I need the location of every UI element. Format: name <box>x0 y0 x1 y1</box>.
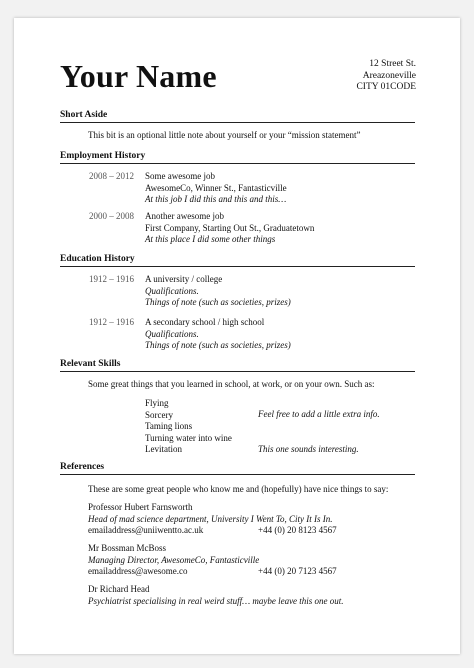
job-company: First Company, Starting Out St., Graduatetown <box>145 222 315 233</box>
job-note: At this job I did this and this and this… <box>145 194 287 204</box>
reference-name: Dr Richard Head <box>88 584 150 594</box>
references-intro: These are some great people who know me and (hopefully) have nice things to say: <box>88 484 389 494</box>
skill-item: Sorcery <box>145 409 173 420</box>
aside-text: This bit is an optional little note about yourself or your “mission statement” <box>88 130 361 140</box>
section-heading-education: Education History <box>60 254 415 267</box>
job-note: At this place I did some other things <box>145 234 276 244</box>
education-entry <box>145 274 291 309</box>
section-heading-employment: Employment History <box>60 151 415 164</box>
skill-item: Turning water into wine <box>145 432 232 443</box>
section-heading-references: References <box>60 462 415 475</box>
reference-name: Mr Bossman McBoss <box>88 543 167 553</box>
resume-page <box>14 18 460 654</box>
reference-phone: +44 (0) 20 8123 4567 <box>258 525 337 535</box>
school-qualifications: Qualifications. <box>145 328 199 339</box>
reference-title: Managing Director, AwesomeCo, Fantasticville <box>88 554 260 565</box>
employment-entry <box>145 171 287 206</box>
school-notes: Things of note (such as societies, prizes) <box>145 297 291 307</box>
employment-entry <box>145 211 314 246</box>
reference-email: emailaddress@uniiwentto.ac.uk <box>88 525 204 535</box>
skill-note: Feel free to add a little extra info. <box>258 409 380 419</box>
skill-note: This one sounds interesting. <box>258 444 359 454</box>
employment-years: 2008 – 2012 <box>89 171 134 181</box>
reference-email: emailaddress@awesome.co <box>88 566 188 576</box>
page-title: Your Name <box>60 58 217 94</box>
job-role: Another awesome job <box>145 211 224 221</box>
reference-name: Professor Hubert Farnsworth <box>88 502 193 512</box>
reference-entry <box>88 543 259 578</box>
employment-years: 2000 – 2008 <box>89 211 134 221</box>
address-line: CITY 01CODE <box>356 82 416 92</box>
reference-entry <box>88 584 344 607</box>
section-heading-skills: Relevant Skills <box>60 359 415 372</box>
address-line: Areazoneville <box>362 70 416 81</box>
skill-item: Levitation <box>145 444 182 454</box>
job-company: AwesomeCo, Winner St., Fantasticville <box>145 182 287 193</box>
education-years: 1912 – 1916 <box>89 317 134 327</box>
school-qualifications: Qualifications. <box>145 285 199 296</box>
skill-item: Taming lions <box>145 421 193 431</box>
school-notes: Things of note (such as societies, prizes) <box>145 340 291 350</box>
reference-phone: +44 (0) 20 7123 4567 <box>258 566 337 576</box>
address-block <box>356 59 416 94</box>
reference-title: Psychiatrist specialising in real weird stuff… maybe leave this one out. <box>88 595 344 606</box>
school-name: A university / college <box>145 274 223 284</box>
education-entry <box>145 317 291 352</box>
skills-list <box>145 398 232 456</box>
address-line: 12 Street St. <box>369 59 416 69</box>
section-heading-short-aside: Short Aside <box>60 110 415 123</box>
reference-title: Head of mad science department, University I Went To, City It Is In. <box>88 513 333 524</box>
job-role: Some awesome job <box>145 171 215 181</box>
skills-intro: Some great things that you learned in school, at work, or on your own. Such as: <box>88 379 375 389</box>
education-years: 1912 – 1916 <box>89 274 134 284</box>
skill-item: Flying <box>145 398 169 408</box>
school-name: A secondary school / high school <box>145 317 265 327</box>
